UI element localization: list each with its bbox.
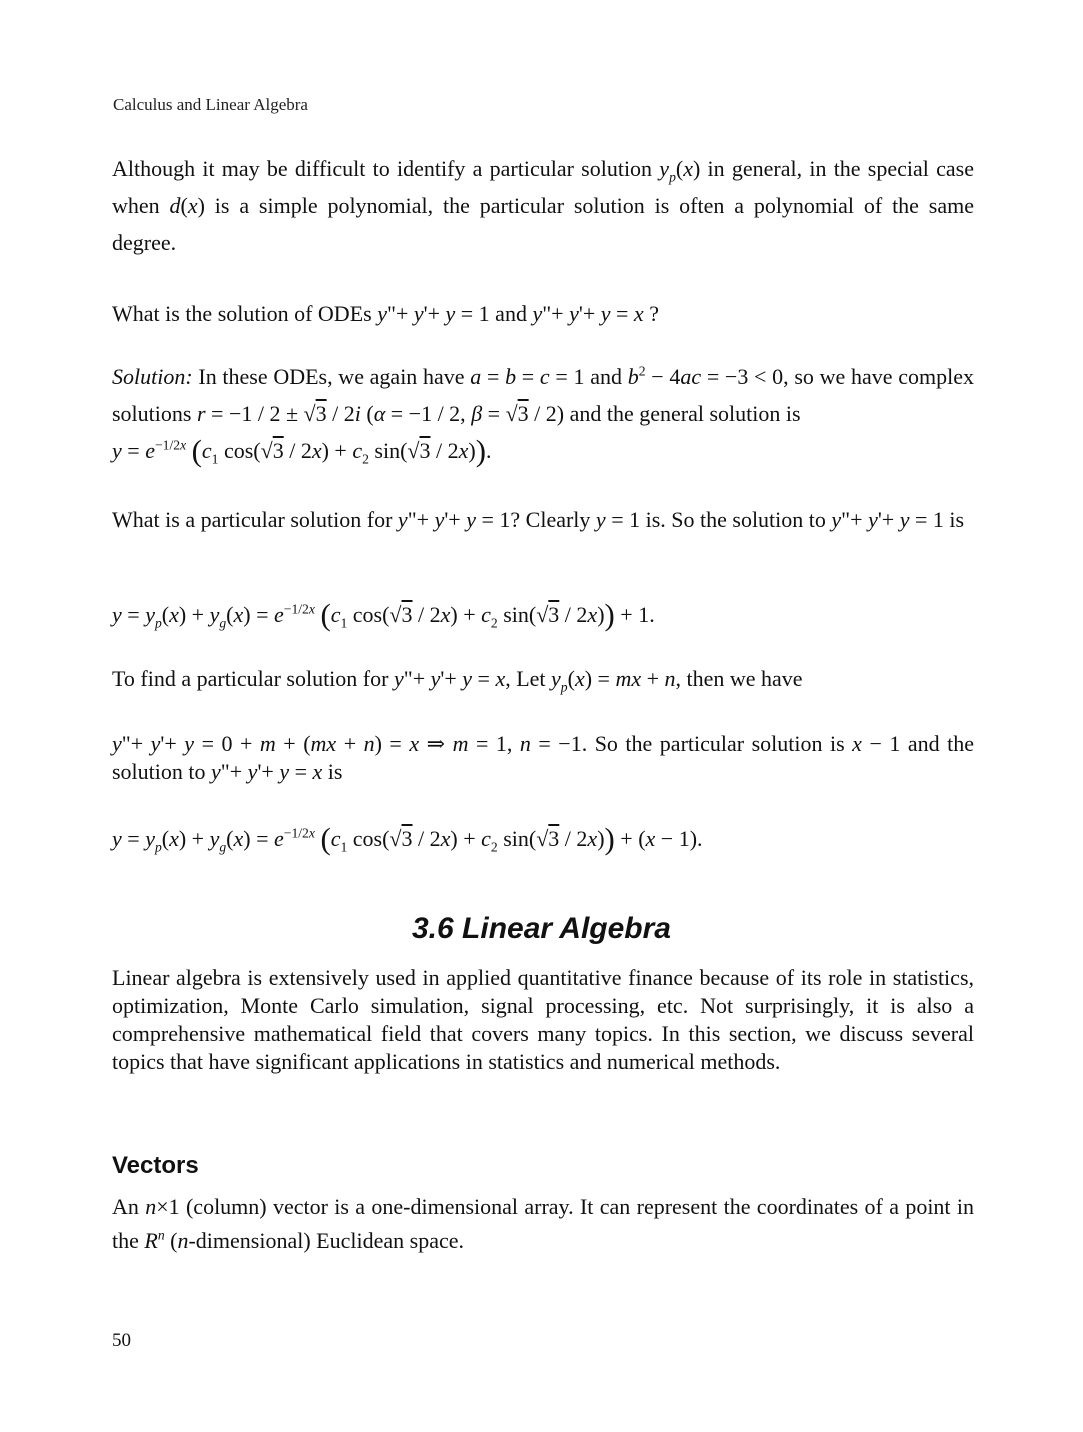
paragraph-question: What is the solution of ODEs y"+ y'+ y = 1 and y"+ y'+ y = x ? xyxy=(112,301,659,326)
paragraph-vectors: An n×1 (column) vector is a one-dimensional array. It can represent the coordinates of a point in the $R^n$ (n-dimensional) Euclidean space. xyxy=(112,1194,974,1253)
paragraph-intro: Although it may be difficult to identify a particular solution $y_p(x)$ in general, in the special case when d(x) is a simple polynomial, the particular solution is often a polynomial of the same degree. xyxy=(112,156,975,255)
solution-label: Solution: xyxy=(112,364,193,389)
paragraph-derivation: y"+ y'+ y = 0 + m + (mx + n) = x ⇒ m = 1, n = −1. So the particular solution is x − 1 and the solution to y"+ y'+ y = x is xyxy=(112,731,974,784)
paragraph-linear-algebra-intro: Linear algebra is extensively used in applied quantitative finance because of its role in statistics, optimization, Monte Carlo simulation, signal processing, etc. Not surprisingly, it is also a comprehensive mathematical field that covers many topics. In this section, we discuss several topics that have significant applications in statistics and numerical methods. xyxy=(112,965,974,1074)
equation-solution-2: $y = y_p(x) + y_g(x) = e^{-1/2x}$ ($c_1$ $\cos(√3 / 2x) + c_2$ sin(√3 / 2x)) + (x − 1). xyxy=(112,822,703,856)
paragraph-particular-question: What is a particular solution for y"+ y'+ y = 1? Clearly y = 1 is. So the solution to y"+ y'+ y = 1 is xyxy=(112,507,965,532)
section-title: 3.6 Linear Algebra xyxy=(412,912,671,945)
subsection-title: Vectors xyxy=(112,1152,199,1179)
running-header: Calculus and Linear Algebra xyxy=(113,95,308,114)
page-number: 50 xyxy=(112,1330,131,1351)
paragraph-solution: Solution: In these ODEs, we again have a = b = c = 1 and $b^2 - 4ac = -3 < 0$, so we have complex solutions r = −1 / 2 ± √3 / 2i (α = −1 / 2, β = √3 / 2) and the general solution is $y = e^{-1/2x}$ ($c_1$ $\cos(√3 / 2x) + c_2$ sin(√3 / 2x)). xyxy=(112,363,974,468)
equation-solution-1: $y = y_p(x) + y_g(x) = e^{-1/2x}$ ($c_1$ $\cos(√3 / 2x) + c_2$ sin(√3 / 2x)) + 1. xyxy=(112,598,655,632)
paragraph-find-particular: To find a particular solution for y"+ y'+ y = x, Let $y_p(x)$ = mx + n, then we have xyxy=(112,666,803,695)
